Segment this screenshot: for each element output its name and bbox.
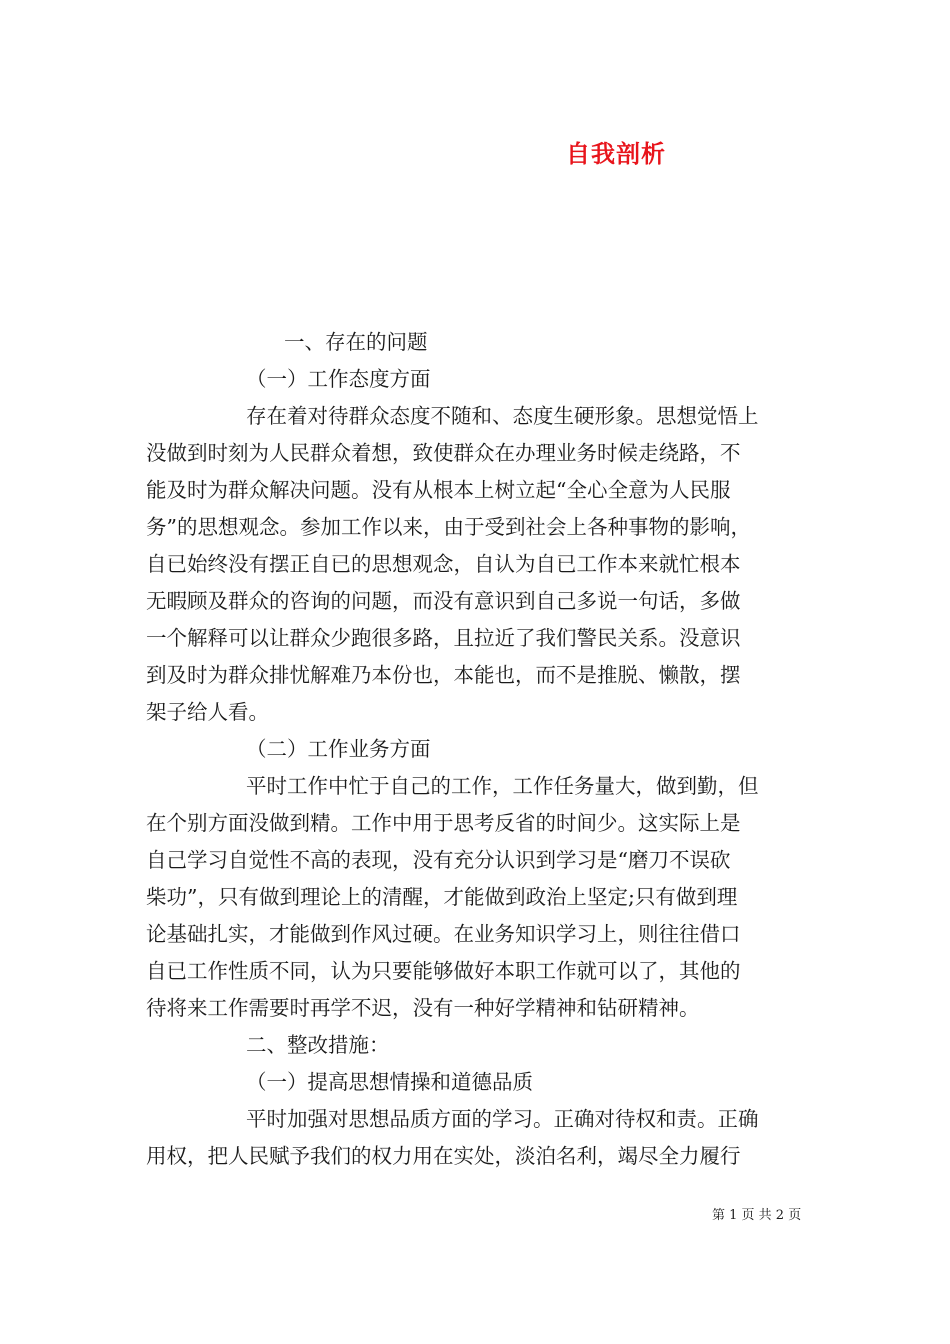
section-heading-measures: 二、整改措施：: [246, 1033, 390, 1057]
paragraph-line: 柴功”，只有做到理论上的清醒，才能做到政治上坚定;只有做到理: [146, 885, 738, 909]
paragraph-line: 自已始终没有摆正自已的思想观念，自认为自已工作本来就忙根本: [146, 552, 741, 576]
paragraph-line: 论基础扎实，才能做到作风过硬。在业务知识学习上，则往往借口: [146, 922, 741, 946]
paragraph-line: 能及时为群众解决问题。没有从根本上树立起“全心全意为人民服: [146, 478, 731, 502]
paragraph-line: 用权，把人民赋予我们的权力用在实处，淡泊名利，竭尽全力履行: [146, 1144, 741, 1168]
subsection-heading-attitude: （一）工作态度方面: [246, 367, 431, 391]
page-title: 自我剖析: [566, 139, 666, 168]
paragraph-line: 自已工作性质不同，认为只要能够做好本职工作就可以了，其他的: [146, 959, 741, 983]
paragraph-line: 在个别方面没做到精。工作中用于思考反省的时间少。这实际上是: [146, 811, 741, 835]
paragraph-line: 无暇顾及群众的咨询的问题，而没有意识到自己多说一句话，多做: [146, 589, 741, 613]
paragraph-line: 平时工作中忙于自己的工作，工作任务量大，做到勤，但: [246, 774, 759, 798]
subsection-heading-morality: （一）提高思想情操和道德品质: [246, 1070, 533, 1094]
paragraph-line: 到及时为群众排忧解难乃本份也，本能也，而不是推脱、懒散，摆: [146, 663, 741, 687]
paragraph-line: 一个解释可以让群众少跑很多路，且拉近了我们警民关系。没意识: [146, 626, 741, 650]
paragraph-line: 平时加强对思想品质方面的学习。正确对待权和责。正确: [246, 1107, 759, 1131]
paragraph-line: 没做到时刻为人民群众着想，致使群众在办理业务时候走绕路，不: [146, 441, 741, 465]
section-heading-problems: 一、存在的问题: [284, 330, 428, 354]
paragraph-line: 待将来工作需要时再学不迟，没有一种好学精神和钻研精神。: [146, 996, 700, 1020]
paragraph-line: 存在着对待群众态度不随和、态度生硬形象。思想觉悟上: [246, 404, 759, 428]
paragraph-line: 自己学习自觉性不高的表现，没有充分认识到学习是“磨刀不误砍: [146, 848, 731, 872]
subsection-heading-business: （二）工作业务方面: [246, 737, 431, 761]
paragraph-line: 务”的思想观念。参加工作以来，由于受到社会上各种事物的影响，: [146, 515, 751, 539]
paragraph-line: 架子给人看。: [146, 700, 269, 724]
page-number-footer: 第 1 页 共 2 页: [712, 1208, 802, 1223]
